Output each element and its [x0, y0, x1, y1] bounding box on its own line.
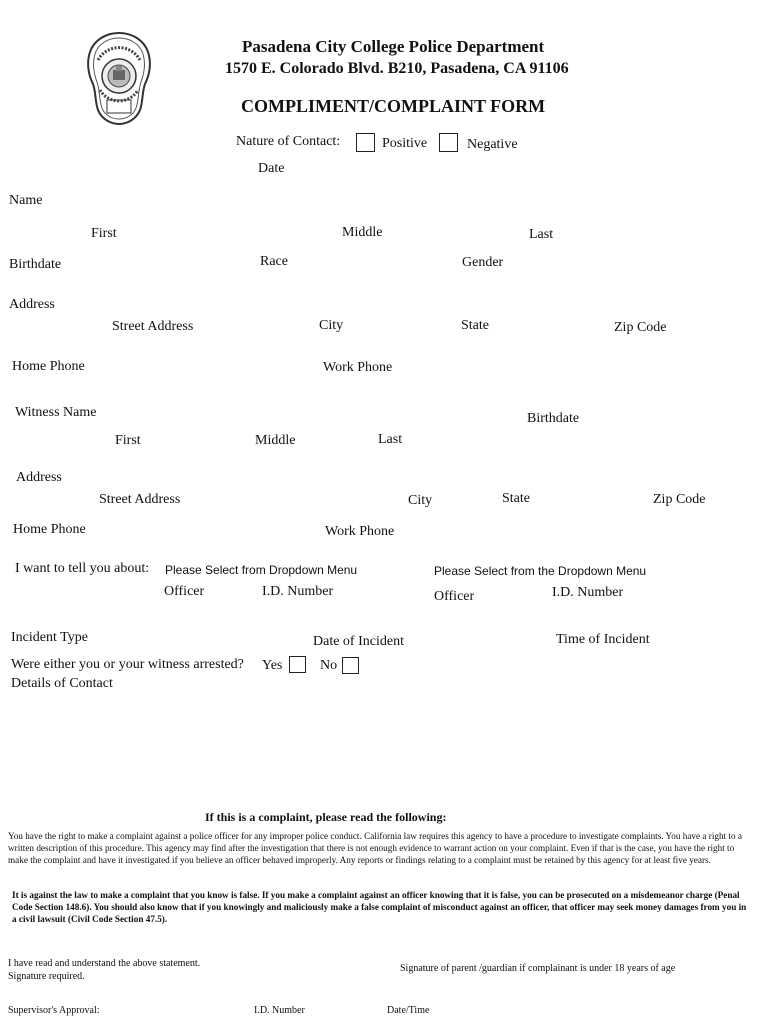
address-label: Address — [9, 297, 55, 312]
id-number-label-1: I.D. Number — [262, 584, 334, 599]
arrested-question: Were either you or your witness arrested? — [11, 657, 244, 672]
name-label: Name — [9, 193, 43, 208]
zip-code-label: Zip Code — [614, 320, 667, 335]
home-phone-label: Home Phone — [12, 359, 85, 374]
acknowledgement-line-1: I have read and understand the above statement. — [8, 958, 201, 969]
race-label: Race — [260, 254, 288, 269]
dropdown-select-1[interactable]: Please Select from Dropdown Menu — [165, 563, 358, 577]
street-address-label: Street Address — [112, 319, 194, 334]
witness-first-label: First — [115, 433, 141, 448]
witness-middle-label: Middle — [255, 433, 296, 448]
yes-label: Yes — [262, 658, 283, 673]
officer-label-1: Officer — [164, 584, 205, 599]
id-number-label-2: I.D. Number — [552, 585, 624, 600]
org-name: Pasadena City College Police Department — [242, 37, 545, 56]
notice-paragraph-rights: You have the right to make a complaint against a police officer for any improper police conduct. California law requires this agency to have a procedure to investigate complaints. You have a right to a written description of this procedure. This agency may find after the investigation that there is not enough evidence to warrant action on your complaint. Even if that is the case, you have the right to make the complaint and have it investigated if you believe an officer behaved improperly. Any reports or findings relating to a complaint must be retained by this agency for at least five years. — [8, 831, 742, 865]
badge-logo — [84, 30, 154, 126]
gender-label: Gender — [462, 255, 504, 270]
officer-label-2: Officer — [434, 589, 475, 604]
first-name-label: First — [91, 226, 117, 241]
notice-paragraph-false-complaint: It is against the law to make a complaint that you know is false. If you make a complaint against an officer knowing that it is false, you can be prosecuted on a misdemeanor charge (Penal Code Section 148.6). You should also know that if you knowingly and maliciously make a false complaint of misconduct against an officer, that officer may seek money damages from you in a civil lawsuit (Civil Code Section 47.5). — [12, 890, 747, 924]
nature-of-contact-label: Nature of Contact: — [236, 134, 341, 149]
work-phone-label: Work Phone — [323, 360, 393, 375]
witness-street-label: Street Address — [99, 492, 181, 507]
notice-heading: If this is a complaint, please read the following: — [205, 810, 447, 824]
middle-name-label: Middle — [342, 225, 383, 240]
guardian-signature-label: Signature of parent /guardian if complainant is under 18 years of age — [400, 963, 676, 974]
form-title: COMPLIMENT/COMPLAINT FORM — [241, 96, 546, 116]
witness-city-label: City — [408, 493, 433, 508]
witness-state-label: State — [502, 491, 530, 506]
yes-checkbox[interactable] — [289, 656, 306, 673]
date-of-incident-label: Date of Incident — [313, 634, 404, 649]
supervisor-id-label: I.D. Number — [254, 1005, 305, 1016]
last-name-label: Last — [529, 227, 554, 242]
date-time-label: Date/Time — [387, 1005, 430, 1016]
witness-birthdate-label: Birthdate — [527, 411, 580, 426]
birthdate-label: Birthdate — [9, 257, 62, 272]
details-of-contact-label: Details of Contact — [11, 676, 113, 691]
org-address: 1570 E. Colorado Blvd. B210, Pasadena, CA 91106 — [225, 60, 569, 77]
supervisor-approval-label: Supervisor's Approval: — [8, 1005, 100, 1016]
tell-about-label: I want to tell you about: — [15, 561, 150, 576]
negative-label: Negative — [467, 137, 518, 152]
witness-work-phone-label: Work Phone — [325, 524, 395, 539]
witness-last-label: Last — [378, 432, 403, 447]
incident-type-label: Incident Type — [11, 630, 88, 645]
no-checkbox[interactable] — [342, 657, 359, 674]
witness-zip-label: Zip Code — [653, 492, 706, 507]
dropdown-select-2[interactable]: Please Select from the Dropdown Menu — [434, 564, 647, 578]
positive-label: Positive — [382, 136, 428, 151]
date-label: Date — [258, 161, 285, 176]
acknowledgement-line-2: Signature required. — [8, 971, 85, 982]
negative-checkbox[interactable] — [439, 133, 458, 152]
witness-address-label: Address — [16, 470, 62, 485]
no-label: No — [320, 658, 338, 673]
state-label: State — [461, 318, 489, 333]
city-label: City — [319, 318, 344, 333]
witness-name-label: Witness Name — [15, 405, 97, 420]
positive-checkbox[interactable] — [356, 133, 375, 152]
time-of-incident-label: Time of Incident — [556, 632, 650, 647]
witness-home-phone-label: Home Phone — [13, 522, 86, 537]
